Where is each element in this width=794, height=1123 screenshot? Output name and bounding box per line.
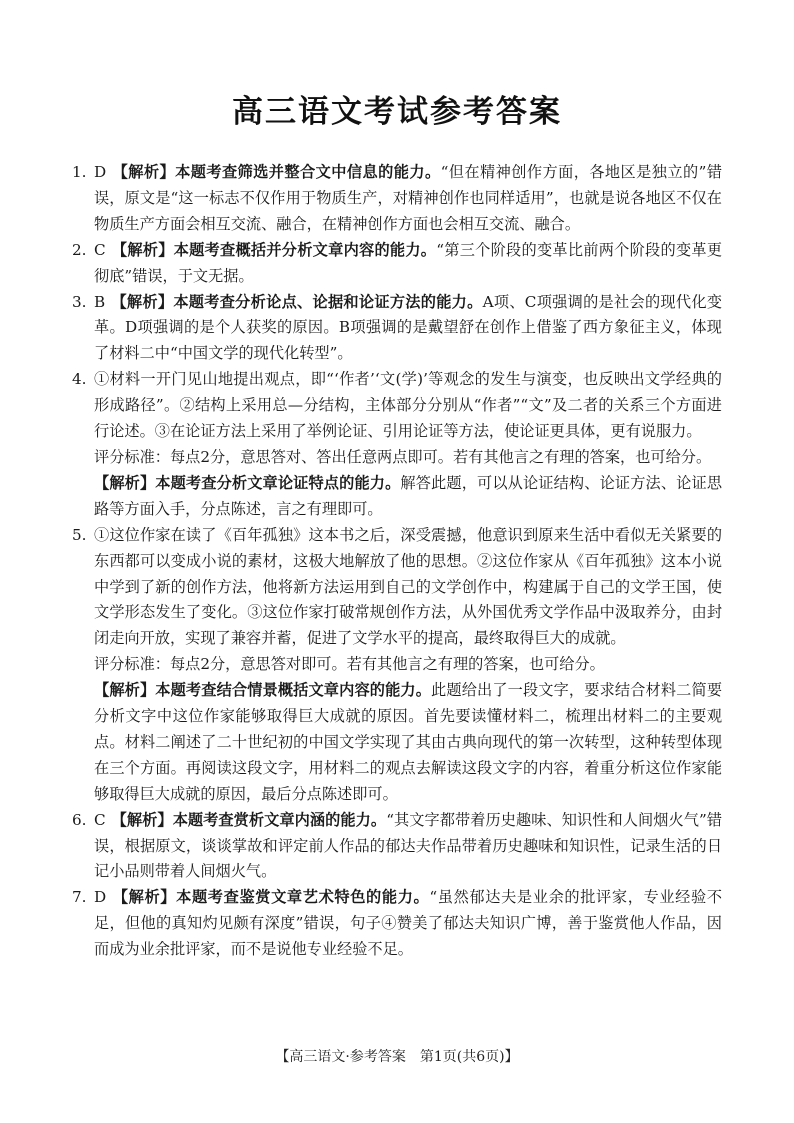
analysis-lead: 本题考查鉴赏文章艺术特色的能力。	[176, 888, 430, 907]
analysis-tag: 【解析】	[111, 292, 174, 311]
answer-item-4	[72, 367, 722, 445]
item-answer: C	[94, 240, 106, 259]
item-number: 7.	[72, 888, 87, 907]
item-number: 6.	[72, 810, 87, 829]
analysis-lead: 本题考查结合情景概括文章内容的能力。	[155, 681, 432, 700]
answer-text: ①这位作家在读了《百年孤独》这本书之后，深受震撼，他意识到原来生活中看似无关紧要的东西都可以变成小说的素材，这极大地解放了他的思想。②这位作家从《百年孤独》这本小说中学到了新的创作方法，他将新方法运用到自己的文学创作中，构建属于自己的文学王国，使文学形态发生了变化。③这位作家打破常规创作方法，从外国优秀文学作品中汲取养分，由封闭走向开放，实现了兼容并蓄，促进了文学水平的提高，最终取得巨大的成就。	[94, 525, 722, 648]
analysis-tag: 【解析】	[94, 681, 156, 700]
answer-item-2	[72, 238, 722, 290]
analysis-tag: 【解析】	[111, 810, 173, 829]
page-title: 高三语文考试参考答案	[232, 94, 562, 130]
scoring-standard-4: 评分标准：每点2分，意思答对、答出任意两点即可。若有其他言之有理的答案，也可给分。	[94, 447, 712, 466]
item-number: 4.	[72, 370, 87, 389]
analysis-body: 解答此题，可以从论证结构、论证方法、论证思路等方面入手，分点陈述，言之有理即可。	[94, 473, 722, 518]
analysis-body: A项、C项强调的是社会的现代化变革。D项强调的是个人获奖的原因。B项强调的是戴望舒在创作上借鉴了西方象征主义，体现了材料二中“中国文学的现代化转型”。	[94, 292, 723, 363]
analysis-lead: 本题考查分析文章论证特点的能力。	[155, 473, 401, 492]
item-number: 3.	[72, 292, 87, 311]
scoring-standard-5: 评分标准：每点2分，意思答对即可。若有其他言之有理的答案，也可给分。	[94, 655, 605, 674]
analysis-tag: 【解析】	[112, 888, 177, 907]
page-footer: 【高三语文·参考答案 第1页(共6页)】	[275, 1049, 519, 1065]
analysis-body: “但在精神创作方面，各地区是独立的”错误，原文是“这一标志不仅作用于物质生产，对精神创作也同样适用”，也就是说各地区不仅在物质生产方面会相互交流、融合，在精神创作方面也会相互交流、融合。	[94, 163, 723, 233]
analysis-lead: 本题考查分析论点、论据和论证方法的能力。	[173, 292, 483, 311]
analysis-tag: 【解析】	[94, 473, 156, 492]
item-number: 1.	[72, 163, 87, 181]
item-answer: C	[94, 810, 106, 829]
analysis-tag: 【解析】	[111, 240, 174, 259]
analysis-lead: 本题考查筛选并整合文中信息的能力。	[175, 163, 441, 181]
answer-item-1	[72, 160, 722, 238]
analysis-body: “其文字都带着历史趣味、知识性和人间烟火气”错误，根据原文，谈谈掌故和评定前人作品的郁达夫作品带着历史趣味和知识性，记录生活的日记小品则带着人间烟火气。	[94, 810, 723, 881]
answer-item-6	[72, 808, 722, 886]
analysis-tag: 【解析】	[112, 163, 176, 181]
answers-content	[72, 160, 722, 963]
analysis-lead: 本题考查概括并分析文章内容的能力。	[173, 240, 437, 259]
analysis-body: “第三个阶段的变革比前两个阶段的变革更彻底”错误，于文无据。	[94, 240, 723, 285]
analysis-body: 此题给出了一段文字，要求结合材料二简要分析文字中这位作家能够取得巨大成就的原因。首先要读懂材料二，梳理出材料二的主要观点。材料二阐述了二十世纪初的中国文学实现了其由古典向现代的第一次转型，这种转型体现在三个方面。再阅读这段文字，用材料二的观点去解读这段文字的内容，着重分析这位作家能够取得巨大成就的原因，最后分点陈述即可。	[94, 681, 722, 803]
answer-item-3	[72, 290, 722, 368]
analysis-body: “虽然郁达夫是业余的批评家，专业经验不足，但他的真知灼见颇有深度”错误，句子④赞美了郁达夫知识广博，善于鉴赏他人作品，因而成为业余批评家，而不是说他专业经验不足。	[94, 888, 723, 959]
analysis-4	[72, 471, 722, 523]
answer-item-5	[72, 523, 722, 653]
item-answer: D	[94, 888, 107, 907]
answer-item-7	[72, 885, 722, 963]
item-number: 5.	[72, 525, 87, 544]
item-answer: D	[94, 163, 107, 181]
item-number: 2.	[72, 240, 87, 259]
analysis-lead: 本题考查赏析文章内涵的能力。	[172, 810, 387, 829]
item-answer: B	[94, 292, 106, 311]
answer-text: ①材料一开门见山地提出观点，即“‘作者’‘文(学)’等观念的发生与演变，也反映出文学经典的形成路径”。②结构上采用总—分结构，主体部分分别从“作者”“文”及二者的关系三个方面进行论述。③在论证方法上采用了举例论证、引用论证等方法，使论证更具体，更有说服力。	[94, 370, 722, 441]
analysis-5	[72, 678, 722, 808]
